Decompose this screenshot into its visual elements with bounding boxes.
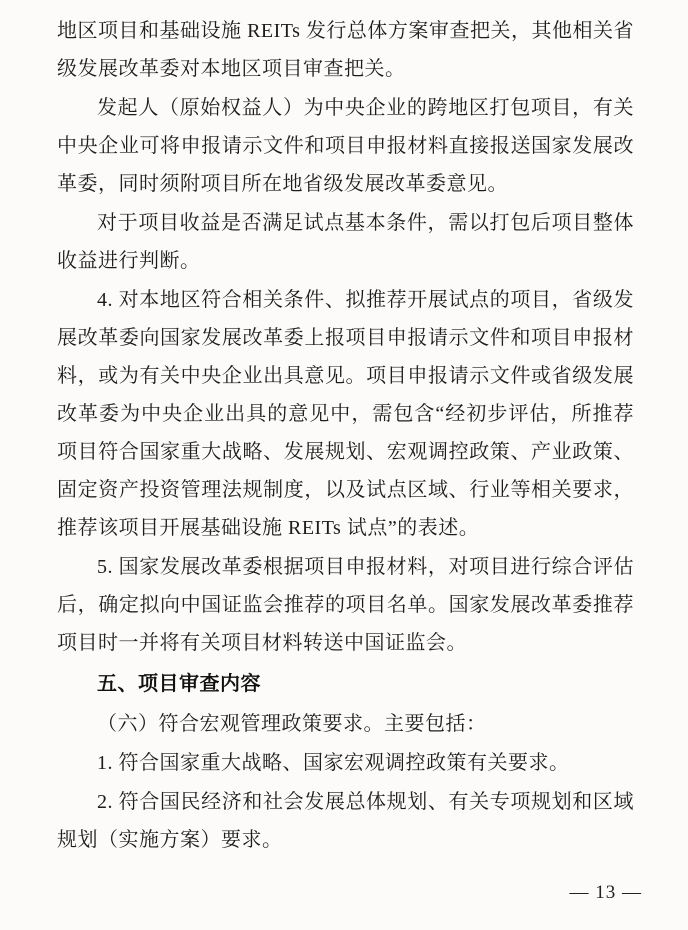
paragraph: 对于项目收益是否满足试点基本条件，需以打包后项目整体收益进行判断。 [57,212,634,272]
paragraph: 2. 符合国民经济和社会发展总体规划、有关专项规划和区域规划（实施方案）要求。 [57,791,634,851]
paragraph-continuation: 地区项目和基础设施 REITs 发行总体方案审查把关，其他相关省级发展改革委对本地区项目审查把关。 [57,20,634,80]
page-number: — 13 — [569,882,642,903]
paragraph: 4. 对本地区符合相关条件、拟推荐开展试点的项目，省级发展改革委向国家发展改革委上报项目申报请示文件和项目申报材料，或为有关中央企业出具意见。项目申报请示文件或省级发展改革委为中央企业出具的意见中，需包含“经初步评估，所推荐项目符合国家重大战略、发展规划、宏观调控政策、产业政策、固定资产投资管理法规制度，以及试点区域、行业等相关要求，推荐该项目开展基础设施 REITs 试点”的表述。 [57,289,634,539]
document-body [57,12,634,859]
paragraph: 1. 符合国家重大战略、国家宏观调控政策有关要求。 [97,752,570,774]
section-heading: 五、项目审查内容 [97,673,261,695]
paragraph: 发起人（原始权益人）为中央企业的跨地区打包项目，有关中央企业可将申报请示文件和项目申报材料直接报送国家发展改革委，同时须附项目所在地省级发展改革委意见。 [57,97,634,195]
paragraph: 5. 国家发展改革委根据项目申报材料，对项目进行综合评估后，确定拟向中国证监会推荐的项目名单。国家发展改革委推荐项目时一并将有关项目材料转送中国证监会。 [57,556,634,654]
paragraph: （六）符合宏观管理政策要求。主要包括： [97,713,487,735]
